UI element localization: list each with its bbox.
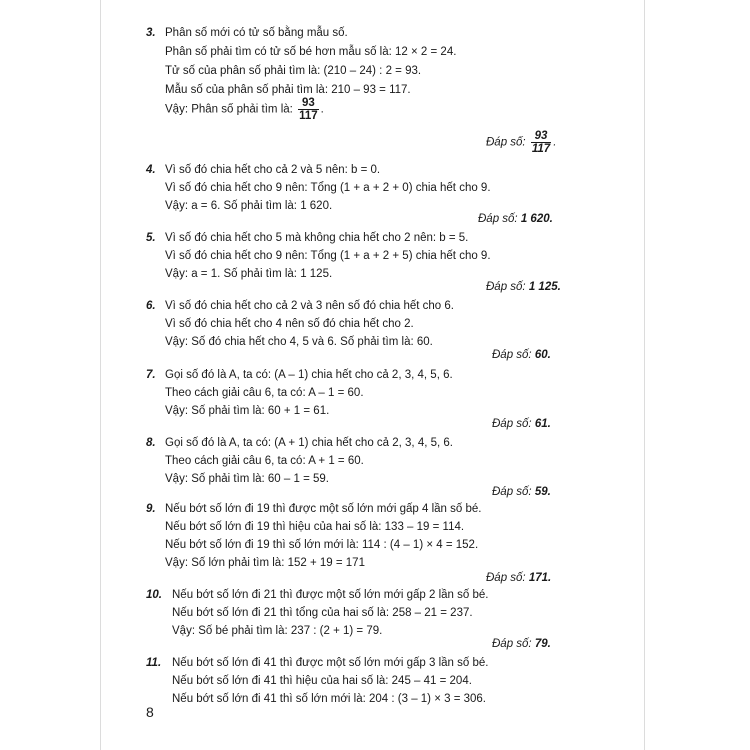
fraction: $\frac{93}{117}$ [299,97,318,122]
item-number: 9. [146,503,156,515]
item-9-line-4: Vậy: Số lớn phải tìm là: 152 + 19 = 171 [165,557,365,569]
item-10-answer: Đáp số: 79. [492,638,551,650]
item-number: 8. [146,437,156,449]
item-8-line-1: 8. Gọi số đó là A, ta có: (A + 1) chia hết cho cả 2, 3, 4, 5, 6. [146,437,453,449]
item-number: 3. [146,27,156,39]
item-number: 7. [146,369,156,381]
item-6-line-3: Vậy: Số đó chia hết cho 4, 5 và 6. Số phải tìm là: 60. [165,336,433,348]
item-7-line-3: Vậy: Số phải tìm là: 60 + 1 = 61. [165,405,330,417]
answer-fraction: $\frac{93}{117}$ [531,130,551,155]
item-9-answer: Đáp số: 171. [486,572,552,584]
item-8-line-3: Vậy: Số phải tìm là: 60 – 1 = 59. [165,473,329,485]
item-3-conclusion: Vậy: Phân số phải tìm là: $\frac{93}{117}$ . [165,97,324,122]
item-10-line-2: Nếu bớt số lớn đi 21 thì tổng của hai số là: 258 – 21 = 237. [172,607,473,619]
item-3-line-1: 3. Phân số mới có tử số bằng mẫu số. [146,27,348,39]
item-7-answer: Đáp số: 61. [492,418,551,430]
item-4-line-1: 4. Vì số đó chia hết cho cả 2 và 5 nên: b = 0. [146,164,381,176]
item-11-line-1: 11. Nếu bớt số lớn đi 41 thì được một số lớn mới gấp 3 lần số bé. [146,657,489,669]
item-10-line-1: 10. Nếu bớt số lớn đi 21 thì được một số lớn mới gấp 2 lần số bé. [146,589,489,601]
item-4-line-3: Vậy: a = 6. Số phải tìm là: 1 620. [165,200,333,212]
item-5-line-2: Vì số đó chia hết cho 9 nên: Tổng (1 + a + 2 + 5) chia hết cho 9. [165,250,491,262]
item-4-answer: Đáp số: 1 620. [478,213,553,225]
item-6-line-2: Vì số đó chia hết cho 4 nên số đó chia hết cho 2. [165,318,414,330]
item-3-line-4: Mẫu số của phân số phải tìm là: 210 – 93 = 117. [165,84,411,96]
item-4-line-2: Vì số đó chia hết cho 9 nên: Tổng (1 + a + 2 + 0) chia hết cho 9. [165,182,491,194]
item-5-line-3: Vậy: a = 1. Số phải tìm là: 1 125. [165,268,333,280]
item-3-line-2: Phân số phải tìm có tử số bé hơn mẫu số là: 12 × 2 = 24. [165,46,457,58]
item-9-line-1: 9. Nếu bớt số lớn đi 19 thì được một số lớn mới gấp 4 lần số bé. [146,503,482,515]
item-6-line-1: 6. Vì số đó chia hết cho cả 2 và 3 nên số đó chia hết cho 6. [146,300,454,312]
item-11-line-3: Nếu bớt số lớn đi 41 thì số lớn mới là: 204 : (3 – 1) × 3 = 306. [172,693,486,705]
item-11-line-2: Nếu bớt số lớn đi 41 thì hiệu của hai số là: 245 – 41 = 204. [172,675,472,687]
item-3-answer: Đáp số: $\frac{93}{117}$ . [486,130,557,155]
item-7-line-2: Theo cách giải câu 6, ta có: A – 1 = 60. [165,387,364,399]
item-9-line-2: Nếu bớt số lớn đi 19 thì hiệu của hai số là: 133 – 19 = 114. [165,521,465,533]
item-10-line-3: Vậy: Số bé phải tìm là: 237 : (2 + 1) = 79. [172,625,383,637]
item-number: 6. [146,300,156,312]
item-3-line-3: Tử số của phân số phải tìm là: (210 – 24) : 2 = 93. [165,65,422,77]
item-6-answer: Đáp số: 60. [492,349,551,361]
item-number: 10. [146,589,162,601]
item-number: 5. [146,232,156,244]
item-5-answer: Đáp số: 1 125. [486,281,561,293]
item-9-line-3: Nếu bớt số lớn đi 19 thì số lớn mới là: 114 : (4 – 1) × 4 = 152. [165,539,479,551]
item-8-line-2: Theo cách giải câu 6, ta có: A + 1 = 60. [165,455,364,467]
item-number: 4. [146,164,156,176]
item-8-answer: Đáp số: 59. [492,486,551,498]
item-7-line-1: 7. Gọi số đó là A, ta có: (A – 1) chia hết cho cả 2, 3, 4, 5, 6. [146,369,453,381]
item-number: 11. [146,657,162,669]
page-number: 8 [146,704,154,720]
item-5-line-1: 5. Vì số đó chia hết cho 5 mà không chia hết cho 2 nên: b = 5. [146,232,469,244]
